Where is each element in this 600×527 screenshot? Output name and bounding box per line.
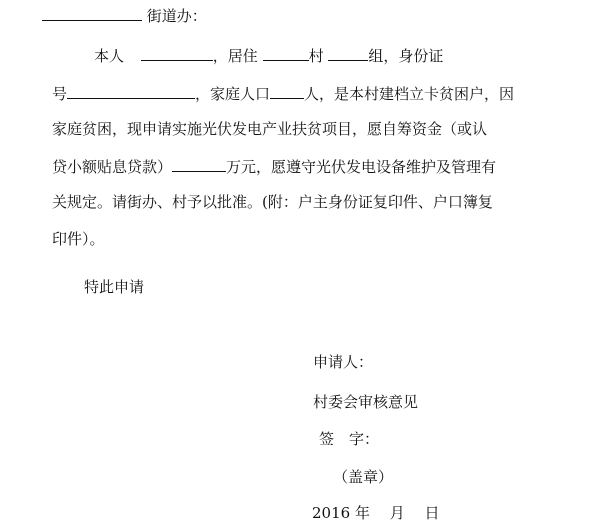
- application-line-3: 家庭贫困，现申请实施光伏发电产业扶贫项目，愿自筹资金（或认: [52, 120, 488, 138]
- application-line-2: 号 ，家庭人口 人，是本村建档立卡贫困户，因: [52, 82, 514, 104]
- addressee-blank[interactable]: [42, 4, 142, 21]
- amount-blank[interactable]: [172, 155, 226, 172]
- name-blank[interactable]: [141, 44, 213, 61]
- application-line-4: 贷小额贴息贷款） 万元，愿遵守光伏发电设备维护及管理有: [52, 155, 496, 177]
- signature-label: 签 字：: [319, 430, 380, 448]
- id-number-blank[interactable]: [67, 82, 195, 99]
- applicant-label: 申请人：: [313, 353, 374, 371]
- date-line: 2016 年 月 日: [312, 504, 440, 522]
- village-blank[interactable]: [263, 44, 309, 61]
- application-line-6: 印件）。: [52, 230, 105, 248]
- committee-review-label: 村委会审核意见: [313, 393, 419, 411]
- household-size-blank[interactable]: [270, 82, 304, 99]
- application-line-5: 关规定。请街办、村予以批准。(附：户主身份证复印件、户口簿复: [52, 193, 493, 211]
- addressee-line: [0, 4, 207, 26]
- addressee-suffix: 街道办：: [146, 7, 207, 25]
- seal-label: （盖章）: [333, 468, 394, 486]
- group-blank[interactable]: [328, 44, 368, 61]
- application-line-1: 本人 ，居住 村 组，身份证: [94, 44, 443, 66]
- closing-text: 特此申请: [84, 278, 145, 296]
